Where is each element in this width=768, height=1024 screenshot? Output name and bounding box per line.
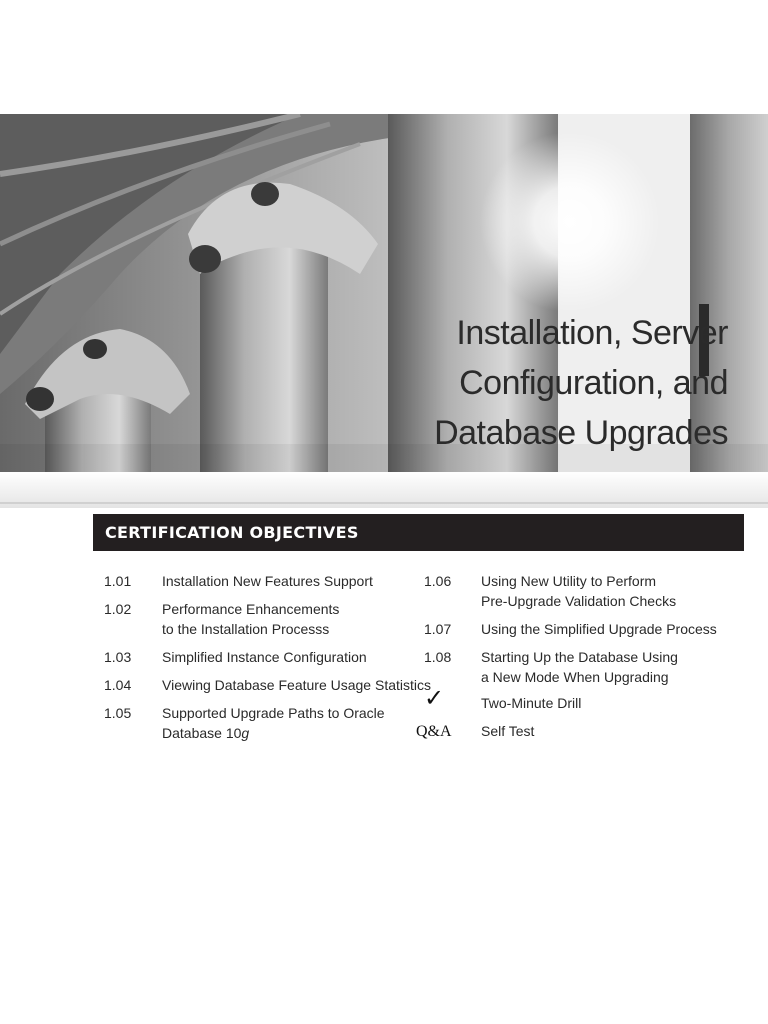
- objective-number: 1.08: [424, 649, 452, 665]
- section-divider: [0, 502, 768, 504]
- checkmark-icon: ✓: [424, 684, 445, 712]
- qa-icon: Q&A: [416, 723, 452, 740]
- objective-number: 1.06: [424, 573, 452, 589]
- certification-objectives-header: CERTIFICATION OBJECTIVES: [93, 514, 744, 551]
- objective-label: Simplified Instance Configuration: [162, 649, 367, 665]
- objective-label: Starting Up the Database Using a New Mode When Upgrading: [481, 649, 678, 685]
- objective-label: Installation New Features Support: [162, 573, 373, 589]
- objective-number: 1.02: [104, 601, 132, 617]
- objective-number: 1.07: [424, 621, 452, 637]
- objective-label: Two-Minute Drill: [481, 695, 582, 711]
- objective-number: 1.01: [104, 573, 132, 589]
- objective-number: 1.03: [104, 649, 132, 665]
- objective-label: Using New Utility to Perform Pre-Upgrade Validation Checks: [481, 573, 677, 609]
- objective-label: Supported Upgrade Paths to Oracle Database 10g: [162, 705, 385, 741]
- objective-label: Viewing Database Feature Usage Statistics: [162, 677, 431, 693]
- chapter-title: Installation, Server Configuration, and Database Upgrades: [434, 314, 728, 452]
- objective-number: 1.04: [104, 677, 132, 693]
- objective-label: Using the Simplified Upgrade Process: [481, 621, 717, 637]
- objective-label: Performance Enhancements to the Installation Processs: [162, 601, 340, 637]
- objective-number: 1.05: [104, 705, 132, 721]
- objective-label: Self Test: [481, 723, 535, 739]
